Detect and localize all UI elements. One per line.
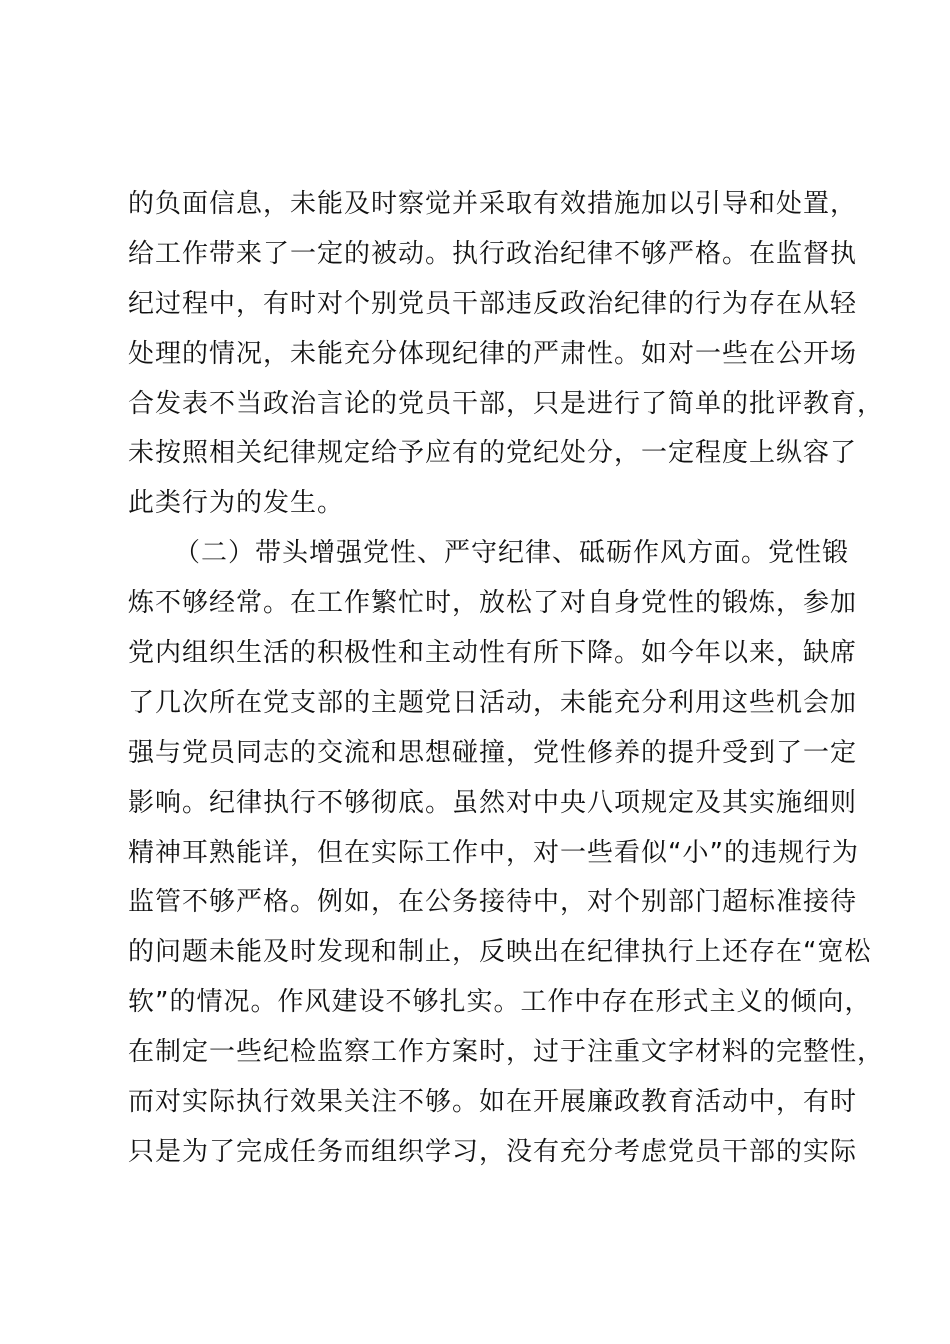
text-line: 监管不够严格。例如，在公务接待中，对个别部门超标准接待	[128, 887, 858, 918]
section-heading-line: （二）带头增强党性、严守纪律、砥砺作风方面。党性锻	[174, 538, 850, 569]
text-line: 软”的情况。作风建设不够扎实。工作中存在形式主义的倾向，	[128, 987, 872, 1018]
text-line: 了几次所在党支部的主题党日活动，未能充分利用这些机会加	[128, 687, 858, 718]
text-line: 处理的情况，未能充分体现纪律的严肃性。如对一些在公开场	[128, 338, 858, 369]
text-line: 的问题未能及时发现和制止，反映出在纪律执行上还存在“宽松	[128, 937, 872, 968]
text-line: 合发表不当政治言论的党员干部，只是进行了简单的批评教育，	[128, 388, 885, 419]
text-line: 只是为了完成任务而组织学习，没有充分考虑党员干部的实际	[128, 1136, 858, 1167]
text-line: 纪过程中，有时对个别党员干部违反政治纪律的行为存在从轻	[128, 288, 858, 319]
text-line: 在制定一些纪检监察工作方案时，过于注重文字材料的完整性，	[128, 1037, 885, 1068]
text-line: 给工作带来了一定的被动。执行政治纪律不够严格。在监督执	[128, 238, 858, 269]
text-line: 炼不够经常。在工作繁忙时，放松了对自身党性的锻炼，参加	[128, 588, 858, 619]
text-line: 的负面信息，未能及时察觉并采取有效措施加以引导和处置，	[128, 189, 858, 219]
body-text	[128, 180, 885, 1178]
text-line: 影响。纪律执行不够彻底。虽然对中央八项规定及其实施细则	[128, 787, 858, 818]
text-line: 强与党员同志的交流和思想碰撞，党性修养的提升受到了一定	[128, 737, 858, 768]
text-line: 而对实际执行效果关注不够。如在开展廉政教育活动中，有时	[128, 1087, 858, 1118]
text-line: 党内组织生活的积极性和主动性有所下降。如今年以来，缺席	[128, 638, 858, 669]
text-line: 此类行为的发生。	[128, 488, 345, 519]
text-line: 精神耳熟能详，但在实际工作中，对一些看似“小”的违规行为	[128, 837, 859, 868]
text-line: 未按照相关纪律规定给予应有的党纪处分，一定程度上纵容了	[128, 438, 858, 469]
